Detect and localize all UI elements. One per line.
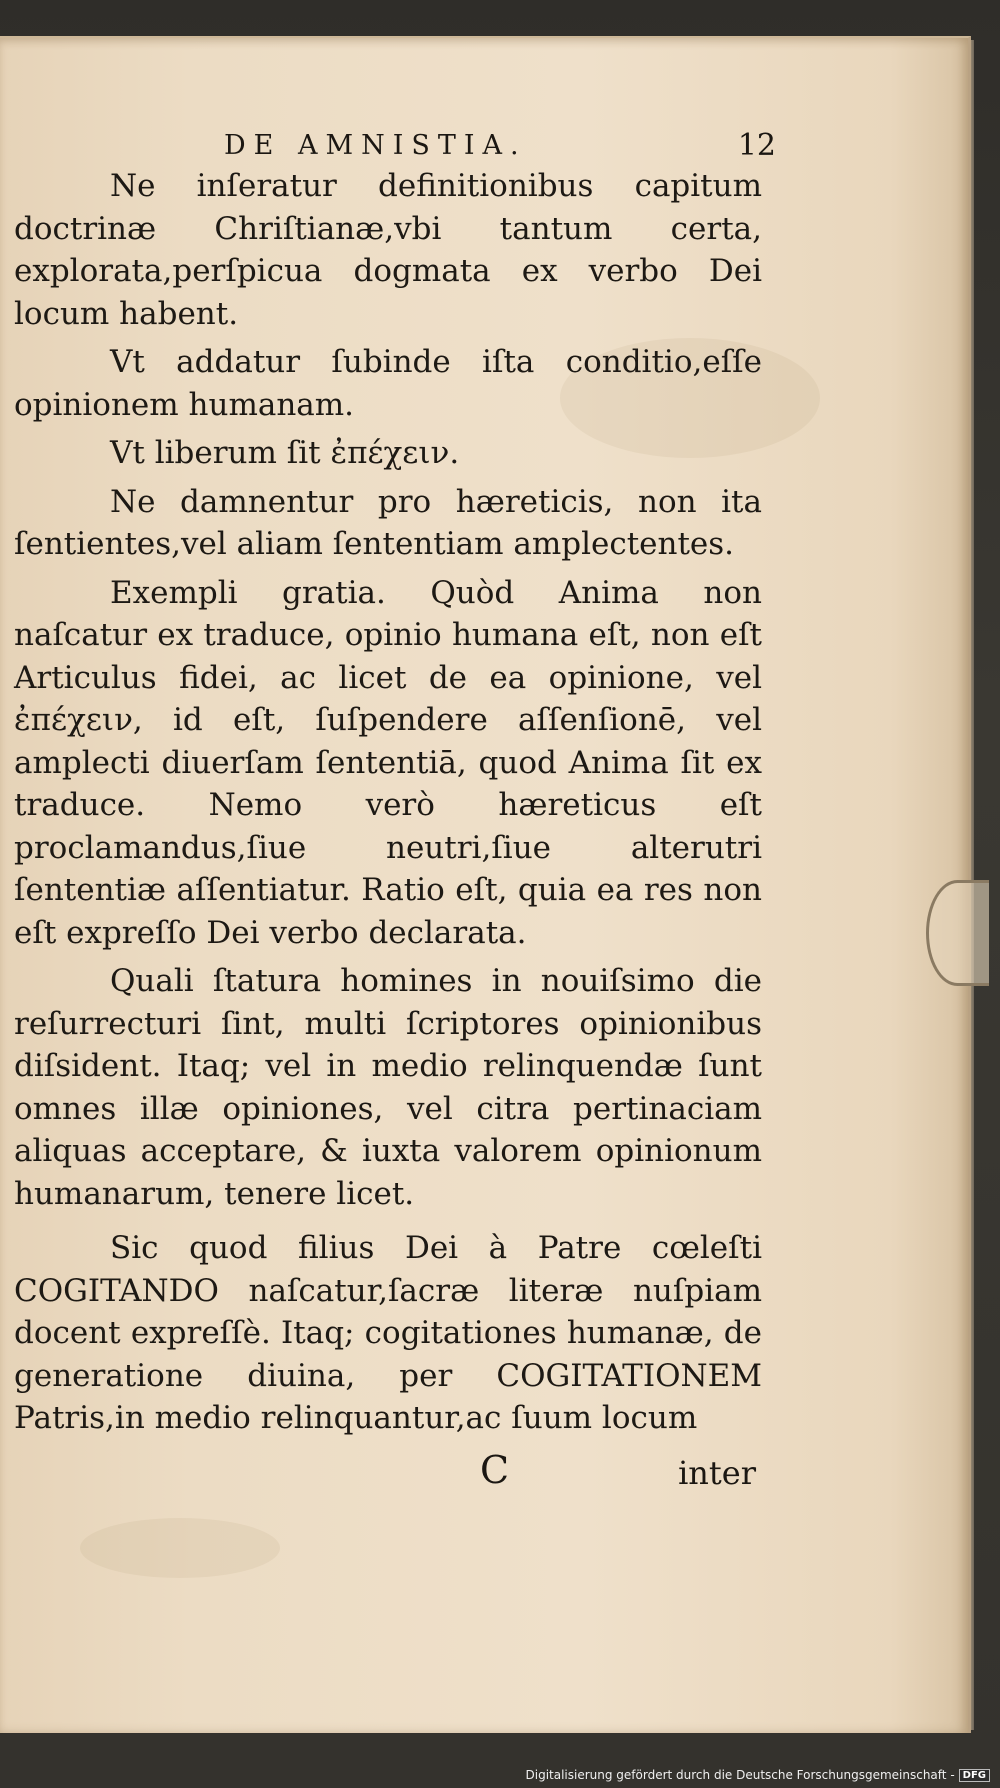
paragraph: Quali ſtatura homines in nouiſsimo die reſurrecturi ſint, multi ſcriptores opinionibus diſsident. Itaq; vel in medio relinquendæ ſunt omnes illæ opiniones, vel citra pertinaciam aliquas acceptare, & iuxta valorem opinionum humanarum, tenere licet. xyxy=(14,963,762,1212)
catchword: inter xyxy=(678,1454,756,1492)
paragraph: Vt addatur ſubinde iſta conditio,eſſe opinionem humanam. xyxy=(14,344,762,423)
signature-mark: C xyxy=(480,1448,510,1492)
page-number: 12 xyxy=(737,128,776,163)
body-text xyxy=(14,165,762,1440)
paragraph: Sic quod filius Dei à Patre cœleſti COGITANDO naſcatur,ſacræ literæ nuſpiam docent expreſſè. Itaq; cogitationes humanæ, de generatione diuina, per COGITATIONEM Patris,in medio relinquantur,ac ſuum locum xyxy=(14,1230,762,1436)
paragraph: Exempli gratia. Quòd Anima non naſcatur ex traduce, opinio humana eſt, non eſt Articulus fidei, ac licet de ea opinione, vel ἐπέχειν, id eſt, ſuſpendere aſſenſionē, vel amplecti diuerſam ſententiā, quod Anima ſit ex traduce. Nemo verò hæreticus eſt proclamandus,ſiue neutri,ſiue alterutri ſententiæ aſſentiatur. Ratio eſt, quia ea res non eſt expreſſo Dei verbo declarata. xyxy=(14,574,762,951)
bookmark-clip xyxy=(926,880,989,986)
paragraph: Ne inſeratur definitionibus capitum doctrinæ Chriſtianæ,vbi tantum certa, explorata,perſpicua dogmata ex verbo Dei locum habent. xyxy=(14,168,762,332)
credit-text: Digitalisierung gefördert durch die Deutsche Forschungsgemeinschaft - xyxy=(525,1768,955,1782)
running-title: DE AMNISTIA. xyxy=(224,130,527,161)
paper-stain xyxy=(80,1518,280,1578)
dfg-logo-icon: DFG xyxy=(959,1769,990,1782)
paragraph: Ne damnentur pro hæreticis, non ita ſentientes,vel aliam ſententiam amplectentes. xyxy=(14,483,762,562)
digitization-credit xyxy=(526,1768,991,1782)
paragraph: Vt liberum ſit ἐπέχειν. xyxy=(110,435,460,471)
page-footer xyxy=(0,1448,768,1498)
